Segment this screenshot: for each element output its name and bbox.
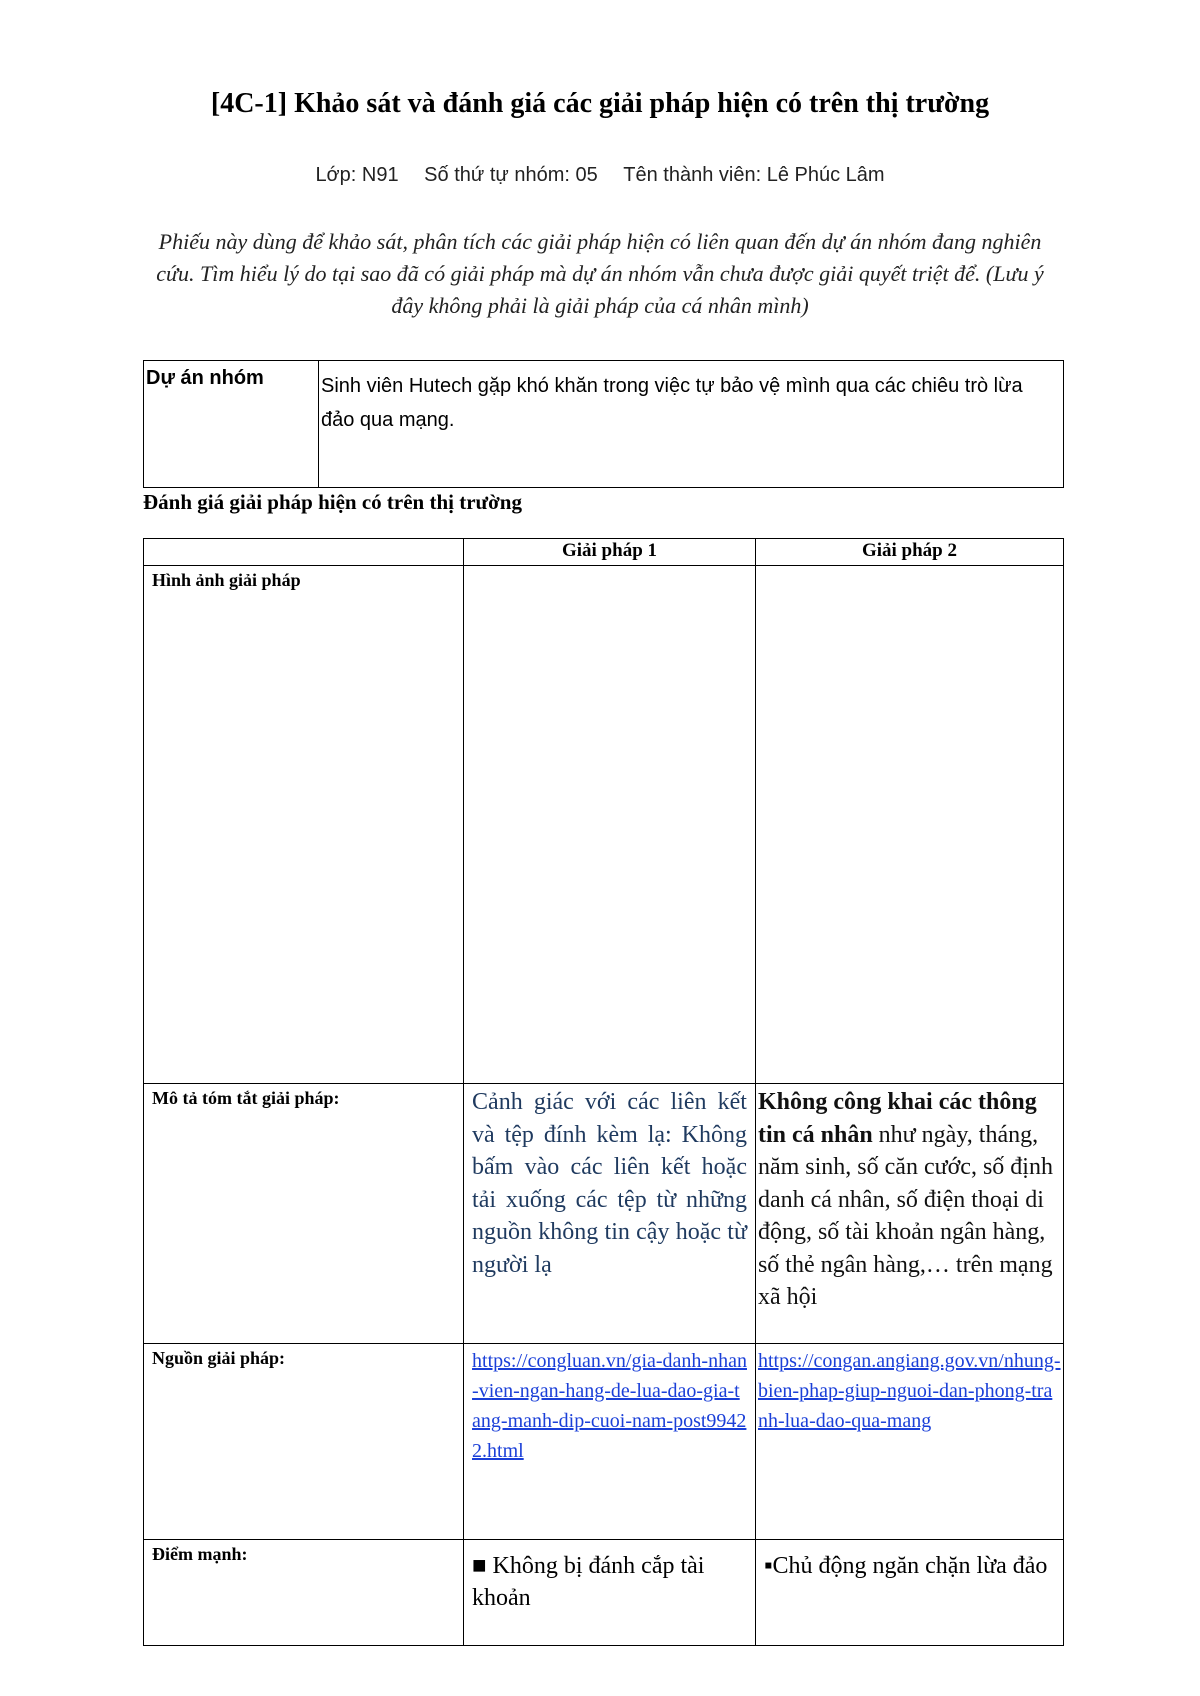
desc-row-label: Mô tả tóm tắt giải pháp: [144, 1084, 464, 1344]
class-label: Lớp: N91 [315, 164, 399, 186]
header-solution-1: Giải pháp 1 [464, 539, 756, 566]
solution-1-strength: ■ Không bị đánh cắp tài khoản [464, 1540, 756, 1646]
strength-row-label: Điểm mạnh: [144, 1540, 464, 1646]
solution-1-image [464, 566, 756, 1084]
project-label: Dự án nhóm [144, 361, 319, 488]
evaluation-table [143, 538, 1064, 1646]
solution-2-desc-bold: Không công khai các thông tin cá nhân [757, 1089, 1037, 1148]
solution-2-strength: ▪Chủ động ngăn chặn lừa đảo [755, 1540, 1063, 1646]
image-row-label: Hình ảnh giải pháp [144, 566, 464, 1084]
solution-2-desc-rest: như ngày, tháng, năm sinh, số căn cước, số định danh cá nhân, số điện thoại di động, số tài khoản ngân hàng, số thẻ ngân hàng,… trên mạng xã hội [757, 1121, 1053, 1310]
source-row-label: Nguồn giải pháp: [144, 1344, 464, 1540]
header-solution-2: Giải pháp 2 [755, 539, 1063, 566]
meta-line [0, 164, 1200, 187]
intro-text: Phiếu này dùng để khảo sát, phân tích các giải pháp hiện có liên quan đến dự án nhóm đang nghiên cứu. Tìm hiểu lý do tại sao đã có giải pháp mà dự án nhóm vẫn chưa được giải quyết triệt để. (Lưu ý đây không phải là giải pháp của cá nhân mình) [156, 229, 1044, 318]
solution-2-source-link[interactable]: https://congan.angiang.gov.vn/nhung-bien-phap-giup-nguoi-dan-phong-tranh-lua-dao-qua-mang [755, 1344, 1063, 1540]
member-label: Tên thành viên: Lê Phúc Lâm [623, 164, 885, 186]
project-table [143, 360, 1064, 488]
page-title: [4C-1] Khảo sát và đánh giá các giải pháp hiện có trên thị trường [210, 88, 990, 119]
section-title: Đánh giá giải pháp hiện có trên thị trường [143, 490, 522, 514]
solution-1-desc: Cảnh giác với các liên kết và tệp đính kèm lạ: Không bấm vào các liên kết hoặc tải xuống các tệp từ những nguồn không tin cậy hoặc từ người lạ [464, 1084, 756, 1344]
group-label: Số thứ tự nhóm: 05 [424, 164, 598, 186]
solution-1-source-link[interactable]: https://congluan.vn/gia-danh-nhan-vien-ngan-hang-de-lua-dao-gia-tang-manh-dip-cuoi-nam-post99422.html [464, 1344, 756, 1540]
header-empty [144, 539, 464, 566]
project-value: Sinh viên Hutech gặp khó khăn trong việc tự bảo vệ mình qua các chiêu trò lừa đảo qua mạng. [319, 361, 1064, 488]
solution-2-desc [755, 1084, 1063, 1344]
solution-2-image [755, 566, 1063, 1084]
